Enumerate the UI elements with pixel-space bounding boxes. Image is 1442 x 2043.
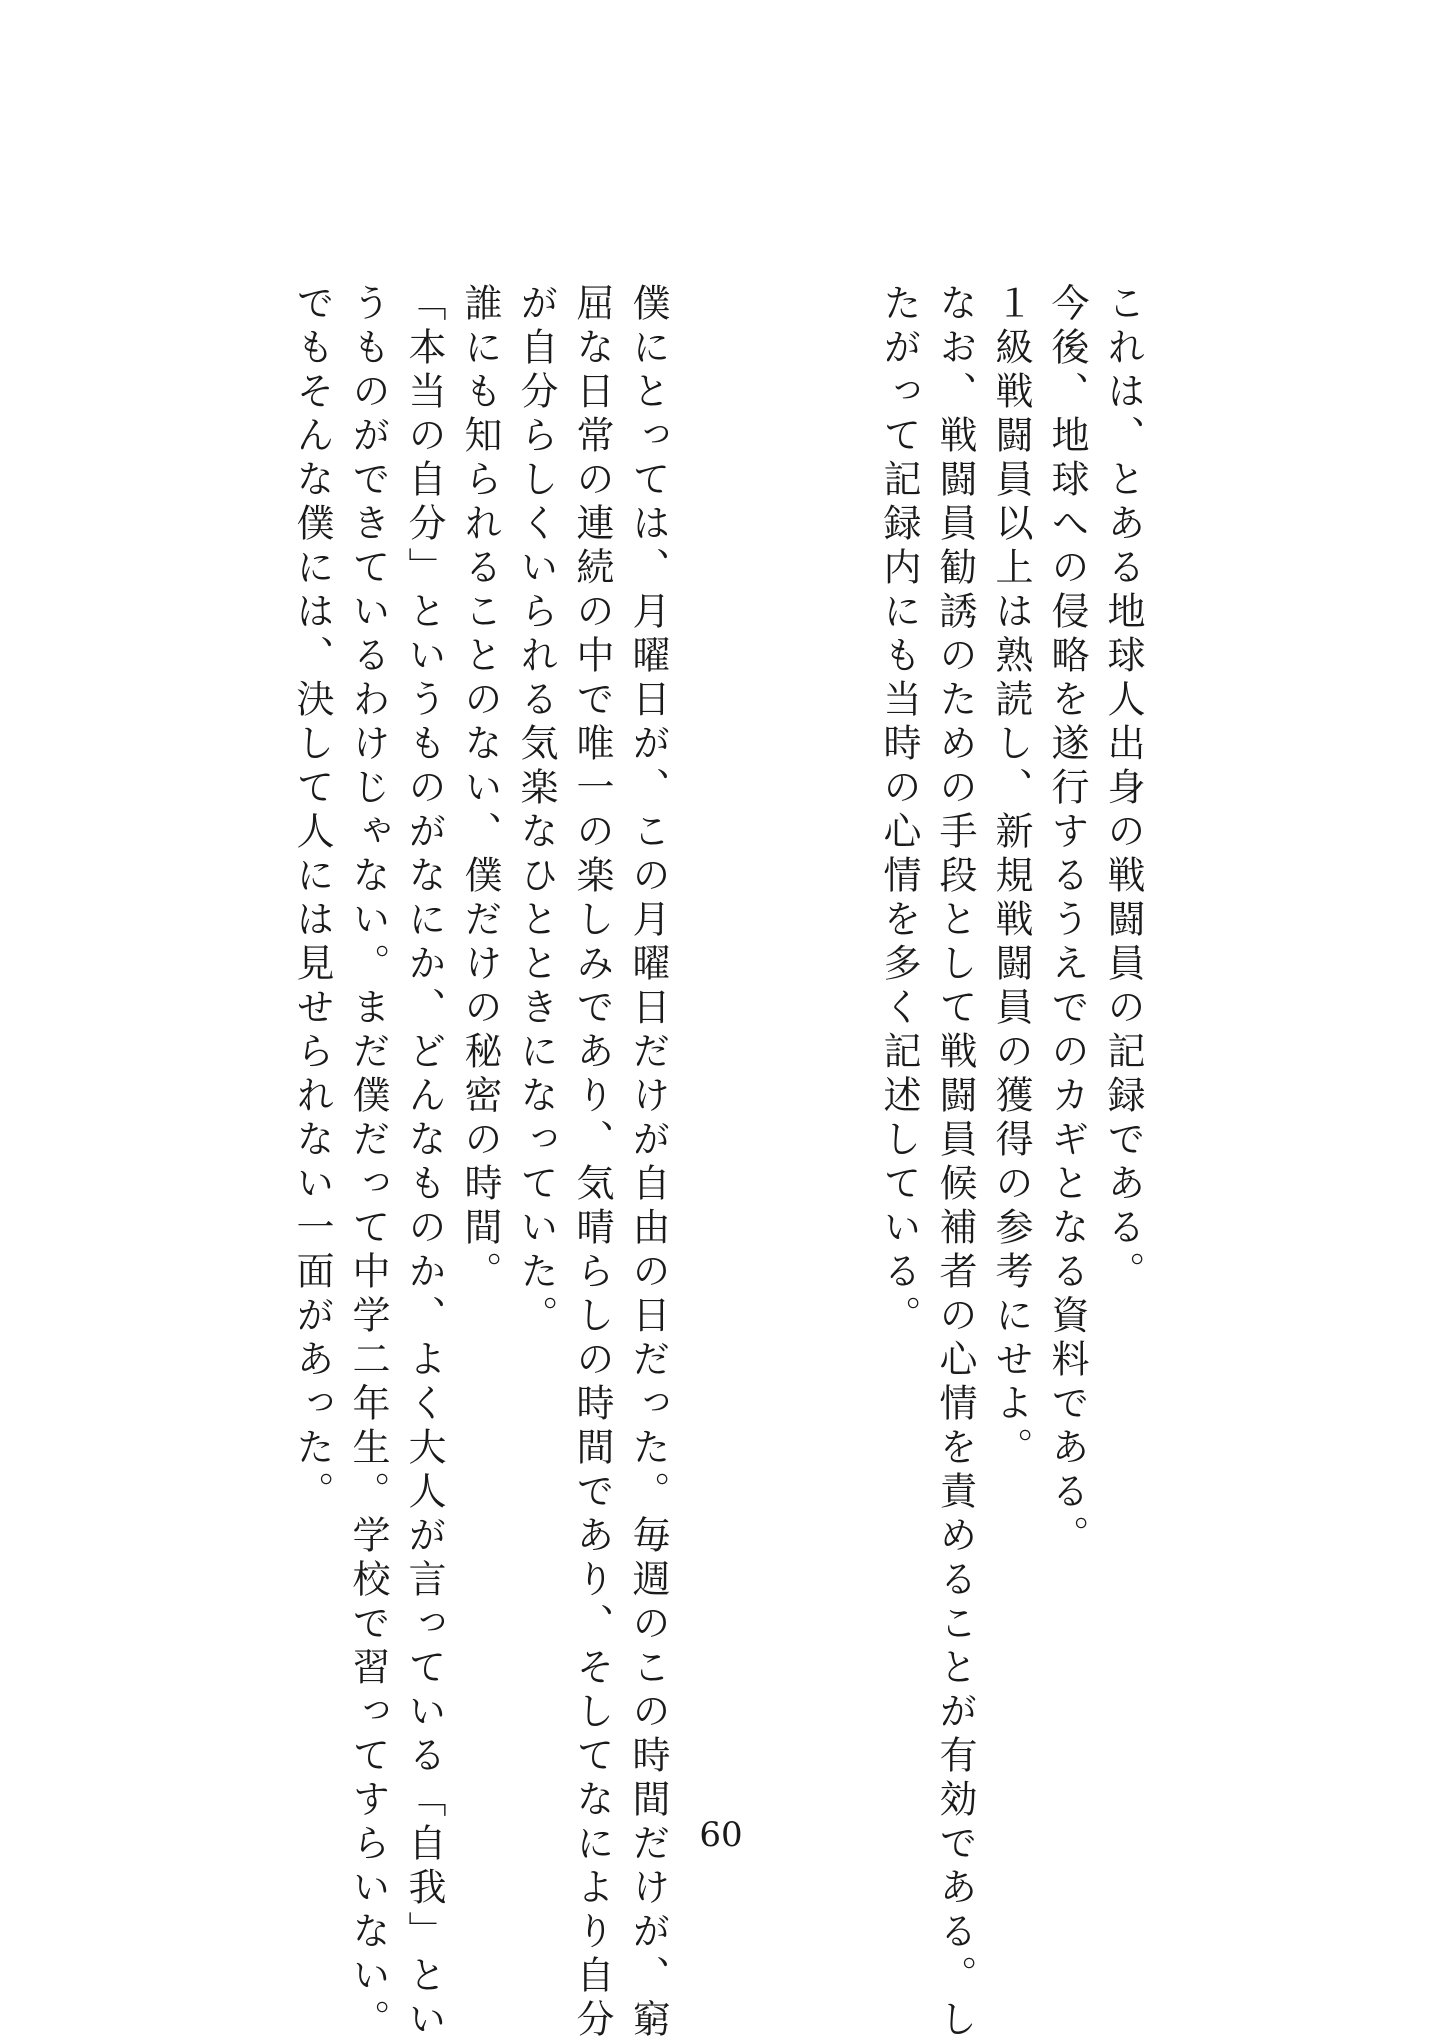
page-number: 60 xyxy=(699,1815,743,1855)
text-line: なお、戦闘員勧誘のための手段として戦闘員候補者の心情を責めることが有効である。し xyxy=(933,283,977,2043)
text-line: 誰にも知られることのない、僕だけの秘密の時間。 xyxy=(458,283,502,1295)
text-line: たがって記録内にも当時の心情を多く記述している。 xyxy=(877,283,921,1339)
text-line: これは、とある地球人出身の戦闘員の記録である。 xyxy=(1101,283,1145,1295)
text-line: でもそんな僕には、決して人には見せられない一面があった。 xyxy=(290,283,334,1515)
text-line: 僕にとっては、月曜日が、この月曜日だけが自由の日だった。毎週のこの時間だけが、窮 xyxy=(626,283,670,2043)
text-line: １級戦闘員以上は熟読し、新規戦闘員の獲得の参考にせよ。 xyxy=(989,283,1033,1471)
text-line: 屈な日常の連続の中で唯一の楽しみであり、気晴らしの時間であり、そしてなにより自分 xyxy=(570,283,614,2043)
text-line: 今後、地球への侵略を遂行するうえでのカギとなる資料である。 xyxy=(1045,283,1089,1559)
text-line: が自分らしくいられる気楽なひとときになっていた。 xyxy=(514,283,558,1339)
text-line: 「本当の自分」というものがなにか、どんなものか、よく大人が言っている「自我」とい xyxy=(402,283,446,2043)
text-line: うものができているわけじゃない。まだ僕だって中学二年生。学校で習ってすらいない。 xyxy=(346,283,390,2043)
